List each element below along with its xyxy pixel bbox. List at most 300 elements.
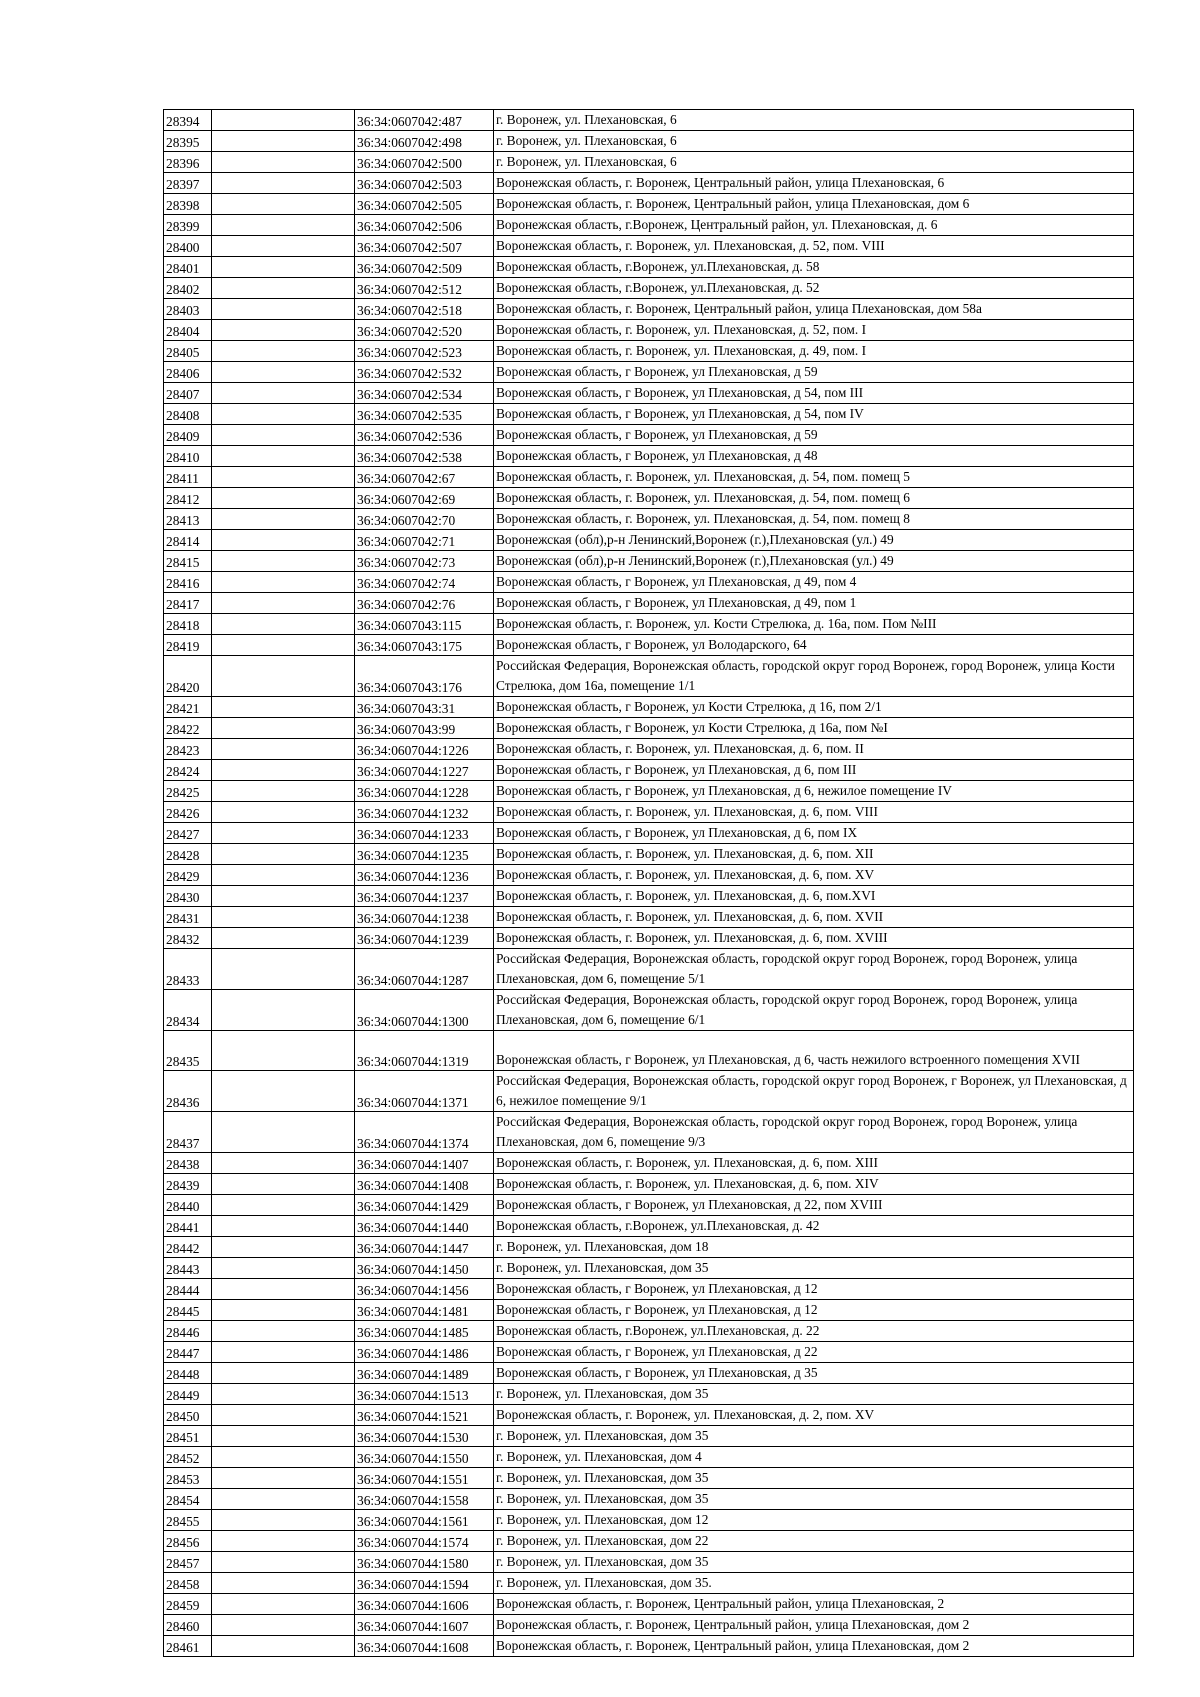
- row-number-cell: 28444: [164, 1279, 212, 1300]
- empty-cell: [212, 656, 355, 697]
- address-cell: Российская Федерация, Воронежская область, городской округ город Воронеж, город Воронеж, улица Плехановская, дом 6, помещение 5/1: [494, 949, 1134, 990]
- empty-cell: [212, 697, 355, 718]
- address-cell: Воронежская область, г.Воронеж, ул.Плехановская, д. 42: [494, 1216, 1134, 1237]
- address-cell: Воронежская область, г. Воронеж, ул. Плехановская, д. 52, пом. I: [494, 320, 1134, 341]
- cadastral-number-cell: 36:34:0607044:1239: [355, 928, 494, 949]
- row-number-cell: 28461: [164, 1636, 212, 1657]
- address-cell: Воронежская область, г Воронеж, ул Плехановская, д 22: [494, 1342, 1134, 1363]
- empty-cell: [212, 1195, 355, 1216]
- table-row: [164, 488, 1134, 509]
- row-number-cell: 28448: [164, 1363, 212, 1384]
- table-row: [164, 635, 1134, 656]
- row-number-cell: 28427: [164, 823, 212, 844]
- cadastral-number-cell: 36:34:0607044:1235: [355, 844, 494, 865]
- address-cell: Воронежская область, г. Воронеж, ул. Плехановская, д. 6, пом. XIII: [494, 1153, 1134, 1174]
- row-number-cell: 28404: [164, 320, 212, 341]
- cadastral-number-cell: 36:34:0607042:71: [355, 530, 494, 551]
- table-row: [164, 1174, 1134, 1195]
- row-number-cell: 28405: [164, 341, 212, 362]
- empty-cell: [212, 1112, 355, 1153]
- table-row: [164, 1112, 1134, 1153]
- row-number-cell: 28446: [164, 1321, 212, 1342]
- address-cell: Воронежская область, г Воронеж, ул Плехановская, д 59: [494, 425, 1134, 446]
- address-cell: Воронежская область, г Воронеж, ул Плехановская, д 6, пом III: [494, 760, 1134, 781]
- table-row: [164, 131, 1134, 152]
- cadastral-number-cell: 36:34:0607044:1456: [355, 1279, 494, 1300]
- cadastral-number-cell: 36:34:0607042:507: [355, 236, 494, 257]
- cadastral-number-cell: 36:34:0607042:520: [355, 320, 494, 341]
- cadastral-number-cell: 36:34:0607042:505: [355, 194, 494, 215]
- row-number-cell: 28398: [164, 194, 212, 215]
- address-cell: Воронежская область, г Воронеж, ул Плехановская, д 59: [494, 362, 1134, 383]
- cadastral-number-cell: 36:34:0607044:1551: [355, 1468, 494, 1489]
- cadastral-number-cell: 36:34:0607042:69: [355, 488, 494, 509]
- address-cell: Воронежская область, г.Воронеж, ул.Плехановская, д. 22: [494, 1321, 1134, 1342]
- table-row: [164, 551, 1134, 572]
- address-cell: г. Воронеж, ул. Плехановская, дом 18: [494, 1237, 1134, 1258]
- row-number-cell: 28436: [164, 1071, 212, 1112]
- cadastral-number-cell: 36:34:0607044:1521: [355, 1405, 494, 1426]
- cadastral-number-cell: 36:34:0607044:1594: [355, 1573, 494, 1594]
- address-cell: г. Воронеж, ул. Плехановская, дом 35: [494, 1489, 1134, 1510]
- row-number-cell: 28407: [164, 383, 212, 404]
- cadastral-number-cell: 36:34:0607044:1227: [355, 760, 494, 781]
- empty-cell: [212, 823, 355, 844]
- table-row: [164, 1216, 1134, 1237]
- row-number-cell: 28437: [164, 1112, 212, 1153]
- address-cell: Воронежская область, г.Воронеж, ул.Плехановская, д. 58: [494, 257, 1134, 278]
- address-cell: Воронежская область, г. Воронеж, ул. Плехановская, д. 49, пом. I: [494, 341, 1134, 362]
- row-number-cell: 28459: [164, 1594, 212, 1615]
- row-number-cell: 28455: [164, 1510, 212, 1531]
- empty-cell: [212, 928, 355, 949]
- table-row: [164, 928, 1134, 949]
- table-row: [164, 1363, 1134, 1384]
- table-row: [164, 1279, 1134, 1300]
- table-row: [164, 278, 1134, 299]
- empty-cell: [212, 1237, 355, 1258]
- address-cell: Воронежская область, г Воронеж, ул Кости Стрелюка, д 16, пом 2/1: [494, 697, 1134, 718]
- cadastral-number-cell: 36:34:0607044:1232: [355, 802, 494, 823]
- empty-cell: [212, 1153, 355, 1174]
- empty-cell: [212, 802, 355, 823]
- empty-cell: [212, 173, 355, 194]
- empty-cell: [212, 299, 355, 320]
- address-cell: Воронежская область, г. Воронеж, ул. Плехановская, д. 52, пом. VIII: [494, 236, 1134, 257]
- address-cell: г. Воронеж, ул. Плехановская, 6: [494, 110, 1134, 131]
- empty-cell: [212, 718, 355, 739]
- cadastral-number-cell: 36:34:0607044:1228: [355, 781, 494, 802]
- address-cell: г. Воронеж, ул. Плехановская, дом 35: [494, 1552, 1134, 1573]
- table-row: [164, 1321, 1134, 1342]
- cadastral-number-cell: 36:34:0607042:512: [355, 278, 494, 299]
- empty-cell: [212, 1405, 355, 1426]
- row-number-cell: 28434: [164, 990, 212, 1031]
- empty-cell: [212, 1174, 355, 1195]
- empty-cell: [212, 593, 355, 614]
- address-cell: Воронежская область, г. Воронеж, ул. Плехановская, д. 6, пом. XIV: [494, 1174, 1134, 1195]
- address-cell: Воронежская область, г Воронеж, ул Плехановская, д 12: [494, 1300, 1134, 1321]
- empty-cell: [212, 1216, 355, 1237]
- table-row: [164, 1573, 1134, 1594]
- address-cell: Воронежская область, г. Воронеж, ул. Плехановская, д. 54, пом. помещ 8: [494, 509, 1134, 530]
- registry-table: [163, 109, 1134, 1657]
- cadastral-number-cell: 36:34:0607042:70: [355, 509, 494, 530]
- row-number-cell: 28451: [164, 1426, 212, 1447]
- cadastral-number-cell: 36:34:0607044:1233: [355, 823, 494, 844]
- cadastral-number-cell: 36:34:0607042:532: [355, 362, 494, 383]
- table-row: [164, 886, 1134, 907]
- address-cell: Российская Федерация, Воронежская область, городской округ город Воронеж, г Воронеж, ул Плехановская, д 6, нежилое помещение 9/1: [494, 1071, 1134, 1112]
- row-number-cell: 28441: [164, 1216, 212, 1237]
- empty-cell: [212, 1071, 355, 1112]
- row-number-cell: 28433: [164, 949, 212, 990]
- table-row: [164, 1531, 1134, 1552]
- cadastral-number-cell: 36:34:0607042:536: [355, 425, 494, 446]
- address-cell: г. Воронеж, ул. Плехановская, дом 35: [494, 1258, 1134, 1279]
- row-number-cell: 28429: [164, 865, 212, 886]
- empty-cell: [212, 551, 355, 572]
- row-number-cell: 28395: [164, 131, 212, 152]
- cadastral-number-cell: 36:34:0607044:1300: [355, 990, 494, 1031]
- address-cell: Воронежская область, г Воронеж, ул Плехановская, д 12: [494, 1279, 1134, 1300]
- cadastral-number-cell: 36:34:0607044:1530: [355, 1426, 494, 1447]
- address-cell: г. Воронеж, ул. Плехановская, дом 35: [494, 1426, 1134, 1447]
- cadastral-number-cell: 36:34:0607044:1550: [355, 1447, 494, 1468]
- row-number-cell: 28454: [164, 1489, 212, 1510]
- empty-cell: [212, 907, 355, 928]
- row-number-cell: 28415: [164, 551, 212, 572]
- table-row: [164, 1384, 1134, 1405]
- table-row: [164, 865, 1134, 886]
- table-row: [164, 530, 1134, 551]
- row-number-cell: 28420: [164, 656, 212, 697]
- address-cell: г. Воронеж, ул. Плехановская, 6: [494, 131, 1134, 152]
- empty-cell: [212, 509, 355, 530]
- cadastral-number-cell: 36:34:0607044:1226: [355, 739, 494, 760]
- empty-cell: [212, 886, 355, 907]
- address-cell: Воронежская область, г. Воронеж, ул. Плехановская, д. 2, пом. XV: [494, 1405, 1134, 1426]
- empty-cell: [212, 1489, 355, 1510]
- address-cell: г. Воронеж, ул. Плехановская, дом 35: [494, 1384, 1134, 1405]
- address-cell: Воронежская область, г Воронеж, ул Плехановская, д 6, пом IX: [494, 823, 1134, 844]
- row-number-cell: 28424: [164, 760, 212, 781]
- empty-cell: [212, 152, 355, 173]
- address-cell: Воронежская (обл),р-н Ленинский,Воронеж (г.),Плехановская (ул.) 49: [494, 530, 1134, 551]
- empty-cell: [212, 215, 355, 236]
- address-cell: г. Воронеж, ул. Плехановская, дом 4: [494, 1447, 1134, 1468]
- cadastral-number-cell: 36:34:0607043:99: [355, 718, 494, 739]
- empty-cell: [212, 467, 355, 488]
- row-number-cell: 28445: [164, 1300, 212, 1321]
- table-row: [164, 593, 1134, 614]
- table-row: [164, 697, 1134, 718]
- empty-cell: [212, 844, 355, 865]
- empty-cell: [212, 1594, 355, 1615]
- address-cell: г. Воронеж, ул. Плехановская, дом 22: [494, 1531, 1134, 1552]
- address-cell: Воронежская область, г Воронеж, ул Плехановская, д 35: [494, 1363, 1134, 1384]
- empty-cell: [212, 1384, 355, 1405]
- table-row: [164, 194, 1134, 215]
- cadastral-number-cell: 36:34:0607042:487: [355, 110, 494, 131]
- address-cell: Российская Федерация, Воронежская область, городской округ город Воронеж, город Воронеж, улица Плехановская, дом 6, помещение 9/3: [494, 1112, 1134, 1153]
- row-number-cell: 28409: [164, 425, 212, 446]
- cadastral-number-cell: 36:34:0607042:535: [355, 404, 494, 425]
- row-number-cell: 28417: [164, 593, 212, 614]
- row-number-cell: 28440: [164, 1195, 212, 1216]
- row-number-cell: 28401: [164, 257, 212, 278]
- address-cell: Воронежская область, г Воронеж, ул Плехановская, д 49, пом 4: [494, 572, 1134, 593]
- row-number-cell: 28414: [164, 530, 212, 551]
- row-number-cell: 28426: [164, 802, 212, 823]
- row-number-cell: 28419: [164, 635, 212, 656]
- empty-cell: [212, 383, 355, 404]
- row-number-cell: 28432: [164, 928, 212, 949]
- table-row: [164, 1552, 1134, 1573]
- table-row: [164, 1510, 1134, 1531]
- address-cell: Воронежская область, г Воронеж, ул Плехановская, д 6, часть нежилого встроенного помещения XVII: [494, 1031, 1134, 1071]
- empty-cell: [212, 1363, 355, 1384]
- address-cell: Российская Федерация, Воронежская область, городской округ город Воронеж, город Воронеж, улица Кости Стрелюка, дом 16а, помещение 1/1: [494, 656, 1134, 697]
- cadastral-number-cell: 36:34:0607042:518: [355, 299, 494, 320]
- table-row: [164, 1594, 1134, 1615]
- empty-cell: [212, 1447, 355, 1468]
- row-number-cell: 28394: [164, 110, 212, 131]
- row-number-cell: 28399: [164, 215, 212, 236]
- cadastral-number-cell: 36:34:0607042:67: [355, 467, 494, 488]
- address-cell: Воронежская область, г. Воронеж, ул. Плехановская, д. 6, пом. XII: [494, 844, 1134, 865]
- empty-cell: [212, 446, 355, 467]
- empty-cell: [212, 404, 355, 425]
- empty-cell: [212, 990, 355, 1031]
- table-row: [164, 844, 1134, 865]
- cadastral-number-cell: 36:34:0607044:1607: [355, 1615, 494, 1636]
- empty-cell: [212, 635, 355, 656]
- table-row: [164, 446, 1134, 467]
- empty-cell: [212, 1510, 355, 1531]
- empty-cell: [212, 1426, 355, 1447]
- empty-cell: [212, 362, 355, 383]
- row-number-cell: 28430: [164, 886, 212, 907]
- empty-cell: [212, 425, 355, 446]
- row-number-cell: 28449: [164, 1384, 212, 1405]
- table-row: [164, 215, 1134, 236]
- table-row: [164, 802, 1134, 823]
- cadastral-number-cell: 36:34:0607042:534: [355, 383, 494, 404]
- table-row: [164, 467, 1134, 488]
- row-number-cell: 28396: [164, 152, 212, 173]
- row-number-cell: 28425: [164, 781, 212, 802]
- address-cell: Воронежская область, г. Воронеж, ул. Кости Стрелюка, д. 16а, пом. Пом №III: [494, 614, 1134, 635]
- cadastral-number-cell: 36:34:0607044:1238: [355, 907, 494, 928]
- table-row: [164, 949, 1134, 990]
- table-row: [164, 781, 1134, 802]
- cadastral-number-cell: 36:34:0607042:509: [355, 257, 494, 278]
- address-cell: г. Воронеж, ул. Плехановская, дом 35.: [494, 1573, 1134, 1594]
- cadastral-number-cell: 36:34:0607044:1608: [355, 1636, 494, 1657]
- empty-cell: [212, 1552, 355, 1573]
- cadastral-number-cell: 36:34:0607044:1440: [355, 1216, 494, 1237]
- address-cell: Воронежская область, г Воронеж, ул Кости Стрелюка, д 16а, пом №I: [494, 718, 1134, 739]
- row-number-cell: 28410: [164, 446, 212, 467]
- table-row: [164, 404, 1134, 425]
- empty-cell: [212, 1321, 355, 1342]
- row-number-cell: 28439: [164, 1174, 212, 1195]
- table-row: [164, 1237, 1134, 1258]
- row-number-cell: 28408: [164, 404, 212, 425]
- address-cell: Воронежская область, г. Воронеж, ул. Плехановская, д. 54, пом. помещ 6: [494, 488, 1134, 509]
- cadastral-number-cell: 36:34:0607044:1408: [355, 1174, 494, 1195]
- table-row: [164, 718, 1134, 739]
- address-cell: Воронежская область, г. Воронеж, ул. Плехановская, д. 6, пом. II: [494, 739, 1134, 760]
- table-row: [164, 1153, 1134, 1174]
- cadastral-number-cell: 36:34:0607044:1371: [355, 1071, 494, 1112]
- cadastral-number-cell: 36:34:0607044:1513: [355, 1384, 494, 1405]
- empty-cell: [212, 865, 355, 886]
- empty-cell: [212, 1468, 355, 1489]
- cadastral-number-cell: 36:34:0607044:1237: [355, 886, 494, 907]
- cadastral-number-cell: 36:34:0607044:1481: [355, 1300, 494, 1321]
- cadastral-number-cell: 36:34:0607042:538: [355, 446, 494, 467]
- row-number-cell: 28435: [164, 1031, 212, 1071]
- empty-cell: [212, 572, 355, 593]
- table-row: [164, 1615, 1134, 1636]
- row-number-cell: 28443: [164, 1258, 212, 1279]
- address-cell: г. Воронеж, ул. Плехановская, дом 35: [494, 1468, 1134, 1489]
- table-row: [164, 110, 1134, 131]
- table-row: [164, 614, 1134, 635]
- table-row: [164, 656, 1134, 697]
- cadastral-number-cell: 36:34:0607044:1486: [355, 1342, 494, 1363]
- cadastral-number-cell: 36:34:0607042:523: [355, 341, 494, 362]
- table-row: [164, 1468, 1134, 1489]
- empty-cell: [212, 1258, 355, 1279]
- address-cell: Воронежская область, г. Воронеж, ул. Плехановская, д. 6, пом. XVIII: [494, 928, 1134, 949]
- empty-cell: [212, 488, 355, 509]
- row-number-cell: 28397: [164, 173, 212, 194]
- row-number-cell: 28400: [164, 236, 212, 257]
- address-cell: г. Воронеж, ул. Плехановская, дом 12: [494, 1510, 1134, 1531]
- cadastral-number-cell: 36:34:0607044:1574: [355, 1531, 494, 1552]
- row-number-cell: 28416: [164, 572, 212, 593]
- cadastral-number-cell: 36:34:0607044:1485: [355, 1321, 494, 1342]
- cadastral-number-cell: 36:34:0607042:76: [355, 593, 494, 614]
- row-number-cell: 28460: [164, 1615, 212, 1636]
- cadastral-number-cell: 36:34:0607044:1561: [355, 1510, 494, 1531]
- cadastral-number-cell: 36:34:0607043:175: [355, 635, 494, 656]
- row-number-cell: 28447: [164, 1342, 212, 1363]
- empty-cell: [212, 614, 355, 635]
- address-cell: Воронежская область, г Воронеж, ул Плехановская, д 54, пом IV: [494, 404, 1134, 425]
- table-row: [164, 1342, 1134, 1363]
- table-row: [164, 1405, 1134, 1426]
- empty-cell: [212, 530, 355, 551]
- address-cell: Воронежская область, г Воронеж, ул Плехановская, д 22, пом XVIII: [494, 1195, 1134, 1216]
- empty-cell: [212, 760, 355, 781]
- address-cell: Воронежская область, г. Воронеж, Центральный район, улица Плехановская, 2: [494, 1594, 1134, 1615]
- cadastral-number-cell: 36:34:0607043:115: [355, 614, 494, 635]
- address-cell: Воронежская область, г. Воронеж, Центральный район, улица Плехановская, дом 2: [494, 1615, 1134, 1636]
- empty-cell: [212, 1300, 355, 1321]
- cadastral-number-cell: 36:34:0607042:498: [355, 131, 494, 152]
- row-number-cell: 28457: [164, 1552, 212, 1573]
- table-row: [164, 1031, 1134, 1071]
- empty-cell: [212, 236, 355, 257]
- empty-cell: [212, 257, 355, 278]
- empty-cell: [212, 1279, 355, 1300]
- table-row: [164, 1489, 1134, 1510]
- address-cell: г. Воронеж, ул. Плехановская, 6: [494, 152, 1134, 173]
- table-row: [164, 173, 1134, 194]
- empty-cell: [212, 781, 355, 802]
- address-cell: Воронежская область, г Воронеж, ул Плехановская, д 54, пом III: [494, 383, 1134, 404]
- row-number-cell: 28458: [164, 1573, 212, 1594]
- row-number-cell: 28412: [164, 488, 212, 509]
- row-number-cell: 28421: [164, 697, 212, 718]
- row-number-cell: 28452: [164, 1447, 212, 1468]
- address-cell: Воронежская область, г. Воронеж, Центральный район, улица Плехановская, дом 58а: [494, 299, 1134, 320]
- table-row: [164, 1636, 1134, 1657]
- empty-cell: [212, 341, 355, 362]
- empty-cell: [212, 131, 355, 152]
- cadastral-number-cell: 36:34:0607042:73: [355, 551, 494, 572]
- row-number-cell: 28456: [164, 1531, 212, 1552]
- empty-cell: [212, 110, 355, 131]
- table-row: [164, 383, 1134, 404]
- cadastral-number-cell: 36:34:0607044:1450: [355, 1258, 494, 1279]
- table-row: [164, 509, 1134, 530]
- row-number-cell: 28431: [164, 907, 212, 928]
- empty-cell: [212, 1531, 355, 1552]
- table-row: [164, 341, 1134, 362]
- table-row: [164, 1447, 1134, 1468]
- table-row: [164, 739, 1134, 760]
- empty-cell: [212, 278, 355, 299]
- cadastral-number-cell: 36:34:0607042:506: [355, 215, 494, 236]
- table-row: [164, 320, 1134, 341]
- address-cell: Воронежская область, г.Воронеж, ул.Плехановская, д. 52: [494, 278, 1134, 299]
- row-number-cell: 28450: [164, 1405, 212, 1426]
- empty-cell: [212, 949, 355, 990]
- address-cell: Воронежская область, г Воронеж, ул Володарского, 64: [494, 635, 1134, 656]
- cadastral-number-cell: 36:34:0607044:1236: [355, 865, 494, 886]
- table-row: [164, 907, 1134, 928]
- table-row: [164, 572, 1134, 593]
- cadastral-number-cell: 36:34:0607044:1447: [355, 1237, 494, 1258]
- cadastral-number-cell: 36:34:0607042:503: [355, 173, 494, 194]
- row-number-cell: 28442: [164, 1237, 212, 1258]
- row-number-cell: 28422: [164, 718, 212, 739]
- address-cell: Воронежская область, г. Воронеж, ул. Плехановская, д. 6, пом. XV: [494, 865, 1134, 886]
- cadastral-number-cell: 36:34:0607044:1489: [355, 1363, 494, 1384]
- table-row: [164, 1300, 1134, 1321]
- address-cell: Российская Федерация, Воронежская область, городской округ город Воронеж, город Воронеж, улица Плехановская, дом 6, помещение 6/1: [494, 990, 1134, 1031]
- address-cell: Воронежская область, г. Воронеж, Центральный район, улица Плехановская, дом 2: [494, 1636, 1134, 1657]
- cadastral-number-cell: 36:34:0607044:1580: [355, 1552, 494, 1573]
- row-number-cell: 28402: [164, 278, 212, 299]
- table-row: [164, 299, 1134, 320]
- cadastral-number-cell: 36:34:0607044:1558: [355, 1489, 494, 1510]
- address-cell: Воронежская область, г. Воронеж, ул. Плехановская, д. 6, пом. XVII: [494, 907, 1134, 928]
- cadastral-number-cell: 36:34:0607043:176: [355, 656, 494, 697]
- address-cell: Воронежская область, г. Воронеж, Центральный район, улица Плехановская, 6: [494, 173, 1134, 194]
- table-row: [164, 362, 1134, 383]
- cadastral-number-cell: 36:34:0607044:1606: [355, 1594, 494, 1615]
- table-row: [164, 1258, 1134, 1279]
- cadastral-number-cell: 36:34:0607044:1407: [355, 1153, 494, 1174]
- address-cell: Воронежская область, г Воронеж, ул Плехановская, д 48: [494, 446, 1134, 467]
- row-number-cell: 28413: [164, 509, 212, 530]
